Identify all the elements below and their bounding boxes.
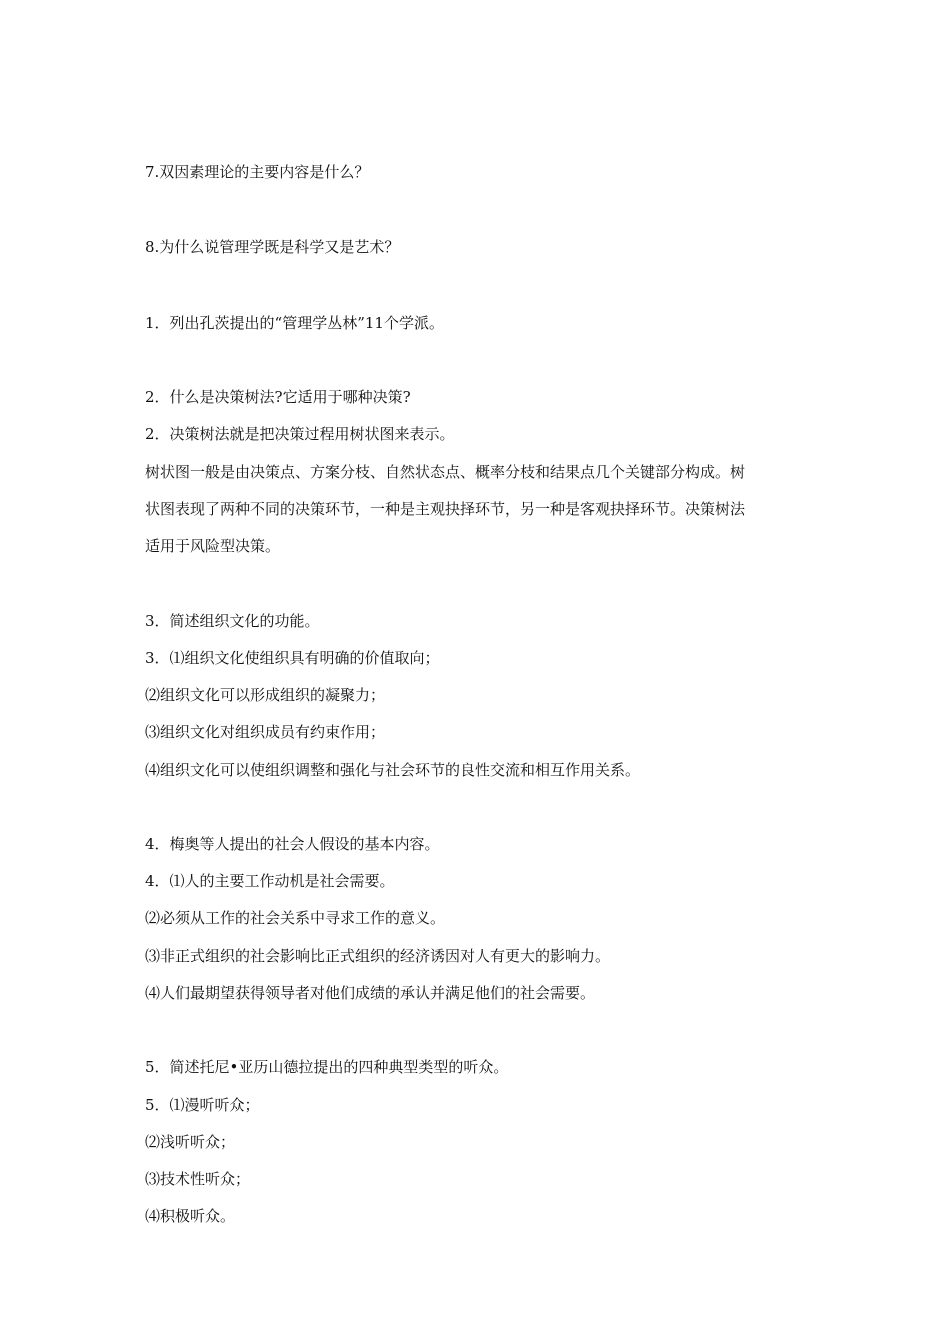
answer-2-line-2: 树状图一般是由决策点、方案分枝、自然状态点、概率分枝和结果点几个关键部分构成。树 (145, 463, 746, 481)
answer-5-line-2: ⑵浅听听众； (145, 1133, 236, 1151)
answer-2-line-4: 适用于风险型决策。 (145, 537, 281, 555)
question-4: 4．梅奥等人提出的社会人假设的基本内容。 (145, 835, 440, 853)
answer-2-line-3: 状图表现了两种不同的决策环节，一种是主观抉择环节，另一种是客观抉择环节。决策树法 (145, 500, 746, 518)
answer-5-line-1: 5．⑴漫听听众； (145, 1096, 260, 1114)
question-3: 3．简述组织文化的功能。 (145, 612, 320, 630)
answer-5-line-4: ⑷积极听众。 (145, 1207, 236, 1225)
answer-4-line-3: ⑶非正式组织的社会影响比正式组织的经济诱因对人有更大的影响力。 (145, 947, 611, 965)
question-2: 2．什么是决策树法?它适用于哪种决策? (145, 388, 411, 406)
question-7: 7.双因素理论的主要内容是什么？ (145, 163, 370, 181)
answer-3-line-4: ⑷组织文化可以使组织调整和强化与社会环节的良性交流和相互作用关系。 (145, 761, 641, 779)
question-1: 1．列出孔茨提出的“管理学丛林”11个学派。 (145, 314, 444, 332)
answer-2-line-1: 2．决策树法就是把决策过程用树状图来表示。 (145, 425, 455, 443)
answer-5-line-3: ⑶技术性听众； (145, 1170, 251, 1188)
answer-4-line-1: 4．⑴人的主要工作动机是社会需要。 (145, 872, 395, 890)
answer-3-line-1: 3．⑴组织文化使组织具有明确的价值取向； (145, 649, 440, 667)
question-8: 8.为什么说管理学既是科学又是艺术？ (145, 238, 400, 256)
answer-4-line-2: ⑵必须从工作的社会关系中寻求工作的意义。 (145, 909, 446, 927)
answer-3-line-3: ⑶组织文化对组织成员有约束作用； (145, 723, 386, 741)
question-5: 5．简述托尼•亚历山德拉提出的四种典型类型的听众。 (145, 1058, 509, 1076)
answer-3-line-2: ⑵组织文化可以形成组织的凝聚力； (145, 686, 386, 704)
answer-4-line-4: ⑷人们最期望获得领导者对他们成绩的承认并满足他们的社会需要。 (145, 984, 596, 1002)
